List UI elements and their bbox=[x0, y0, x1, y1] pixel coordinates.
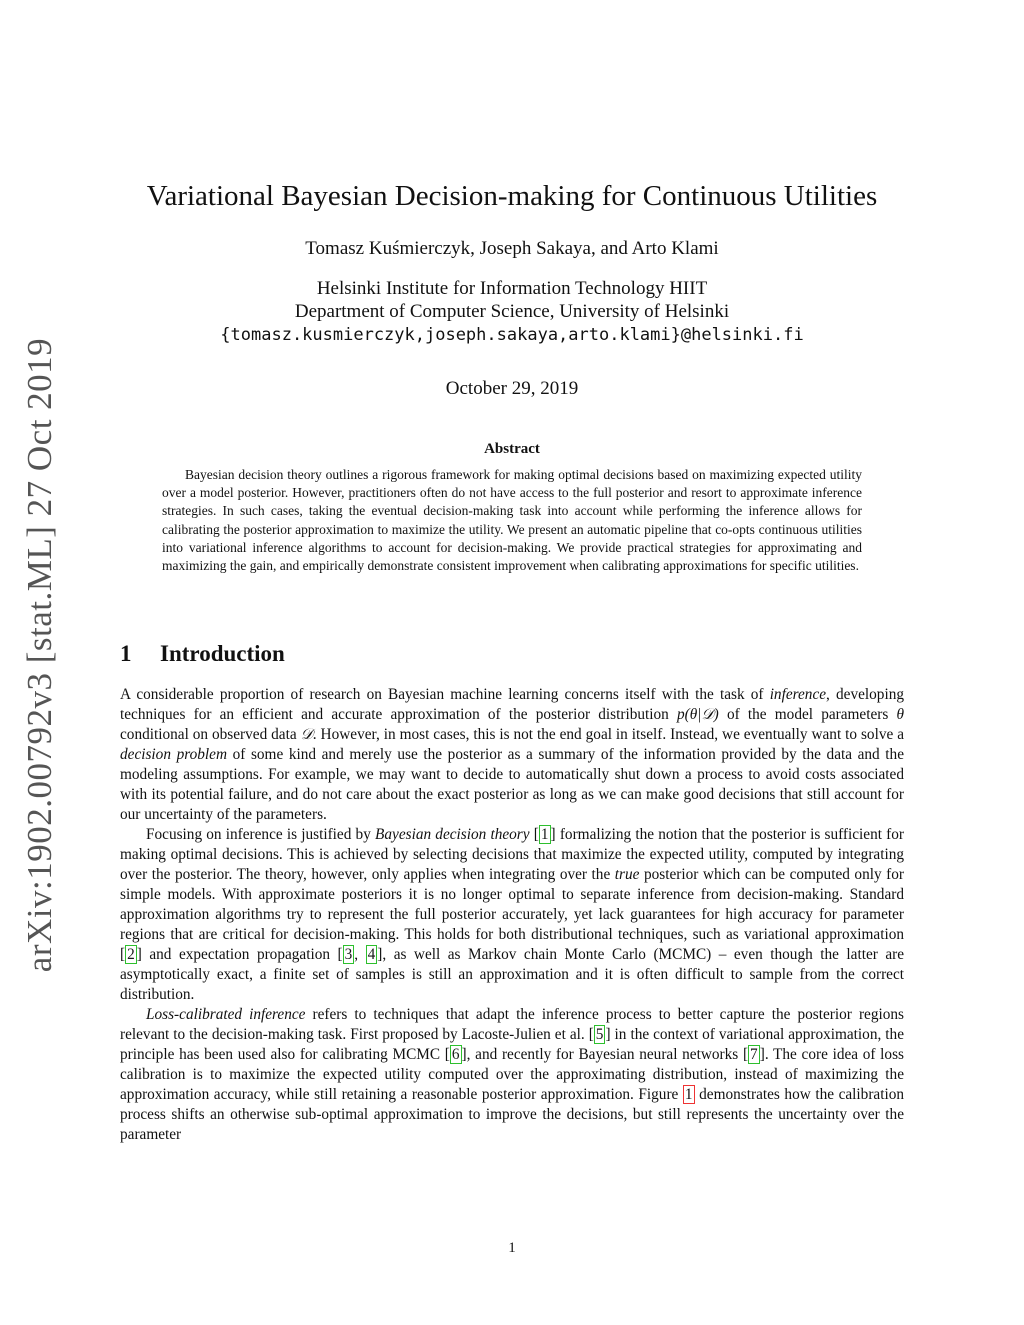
affiliation-institute: Helsinki Institute for Information Technology HIIT bbox=[316, 278, 708, 299]
paper-title: Variational Bayesian Decision-making for Continuous Utilities bbox=[146, 180, 878, 212]
math-expression: 𝒟 bbox=[300, 726, 313, 743]
text-run: of some kind and merely use the posterior as a summary of the information provided by the data and the modeling assumptions. For example, we may want to decide to automatically shut down a process to avoid costs associated with its potential failure, and do not care about the exact posterior as long as we can make good decisions that still account for our uncertainty of the parameters. bbox=[120, 746, 904, 823]
section-title: Introduction bbox=[160, 641, 285, 666]
arxiv-identifier bbox=[11, 337, 69, 973]
emphasis: true bbox=[614, 866, 640, 883]
text-run: , as well as Markov chain Monte Carlo (MCMC) – even though the latter are asymptotically exact, a finite set of samples is still an approximation and it is often difficult to sample from the correct distribution. bbox=[120, 946, 905, 1003]
citation-link[interactable]: 4 bbox=[367, 946, 376, 963]
citation-link[interactable]: 7 bbox=[750, 1046, 758, 1063]
section-heading bbox=[120, 641, 285, 667]
citation-link[interactable]: 5 bbox=[595, 1026, 604, 1043]
arxiv-identifier-text: arXiv:1902.00792v3 [stat.ML] 27 Oct 2019 bbox=[20, 337, 59, 973]
author-emails: {tomasz.kusmierczyk,joseph.sakaya,arto.klami}@helsinki.fi bbox=[220, 325, 804, 345]
paragraph-2: Focusing on inference is justified by Bayesian decision theory [ 1 ] formalizing the notion that the posterior is sufficient for making optimal decisions. This is achieved by selecting decisions that maximize the expected utility, computed by integrating over the posterior. The theory, however, only applies when integrating over the true posterior which can be computed only for simple models. With approximate posteriors it is no longer optimal to separate inference from decision-making. Standard approximation algorithms try to represent the full posterior accurately, yet lack guarantees for high accuracy for parameter regions that are critical for decision-making. This holds for both distributional techniques, such as variational approximation [ 2 ] and expectation propagation [ 3 , 4 ], as well as Markov chain Monte Carlo (MCMC) – even though the latter are asymptotically exact, a finite set of samples is still an approximation and it is often difficult to sample from the correct distribution. bbox=[120, 826, 905, 1003]
math-expression: p(θ|𝒟) bbox=[677, 706, 719, 723]
math-expression: θ bbox=[896, 706, 904, 723]
publication-date: October 29, 2019 bbox=[445, 378, 579, 399]
text-run: in the context of variational approximation, the principle has been used also for calibrating MCMC bbox=[120, 1026, 904, 1063]
text-run: Focusing on inference is justified by bbox=[146, 826, 376, 843]
emphasis: Bayesian decision theory bbox=[375, 826, 530, 843]
text-run: formalizing the notion that the posterior is sufficient for making optimal decisions. This is achieved by selecting decisions that maximize the expected utility, computed by integrating over the posterior. The theory, however, only applies when integrating over the bbox=[120, 826, 905, 883]
body-text bbox=[120, 685, 904, 1145]
text-run: . However, in most cases, this is not the end goal in itself. Instead, we eventually want to solve a bbox=[312, 726, 904, 743]
emphasis: decision problem bbox=[120, 746, 227, 763]
abstract-text: Bayesian decision theory outlines a rigorous framework for making optimal decisions based on maximizing expected utility over a model posterior. However, practitioners often do not have access to the full posterior and resort to approximate inference strategies. In such cases, taking the eventual decision-making task into account while performing the inference allows for calibrating the posterior approximation to maximize the utility. We present an automatic pipeline that co-opts continuous utilities into variational inference algorithms to account for decision-making. We provide practical strategies for approximating and maximizing the gain, and empirically demonstrate consistent improvement when calibrating approximations for specific utilities. bbox=[162, 467, 862, 574]
abstract-heading: Abstract bbox=[484, 441, 540, 457]
citation-link[interactable]: 2 bbox=[127, 946, 135, 963]
text-run: . The core idea of loss calibration is to maximize the expected utility computed over the approximating distribution, instead of maximizing the approximation accuracy, while still retaining a reasonable posterior approximation. Figure bbox=[120, 1046, 904, 1103]
citation-link[interactable]: 6 bbox=[451, 1046, 460, 1063]
emphasis: inference bbox=[769, 686, 827, 703]
citation-link[interactable]: 1 bbox=[540, 826, 549, 843]
text-run: demonstrates how the calibration process shifts an otherwise sub-optimal approximation to improve the decisions, but still represents the uncertainty over the parameter bbox=[120, 1086, 905, 1143]
affiliation-department: Department of Computer Science, University of Helsinki bbox=[294, 301, 730, 322]
text-run: , developing techniques for an efficient and accurate approximation of the posterior distribution bbox=[120, 686, 904, 723]
citation-link[interactable]: 3 bbox=[344, 946, 353, 963]
section-number: 1 bbox=[120, 641, 132, 666]
authors: Tomasz Kuśmierczyk, Joseph Sakaya, and Arto Klami bbox=[305, 238, 719, 259]
figure-reference-link[interactable]: 1 bbox=[684, 1086, 693, 1103]
paragraph-3: Loss-calibrated inference refers to techniques that adapt the inference process to better capture the posterior regions relevant to the decision-making task. First proposed by Lacoste-Julien et al. [ 5 ] in the context of variational approximation, the principle has been used also for calibrating MCMC [ 6 ], and recently for Bayesian neural networks [ 7 ]. The core idea of loss calibration is to maximize the expected utility computed over the approximating distribution, instead of maximizing the approximation accuracy, while still retaining a reasonable posterior approximation. Figure 1 demonstrates how the calibration process shifts an otherwise sub-optimal approximation to improve the decisions, but still represents the uncertainty over the parameter bbox=[120, 1006, 905, 1143]
page-number: 1 bbox=[508, 1240, 516, 1256]
text-run: , and recently for Bayesian neural networks bbox=[466, 1046, 743, 1063]
paragraph-1 bbox=[120, 685, 904, 825]
text-run: of the model parameters bbox=[718, 706, 897, 723]
text-run: posterior which can be computed only for simple models. With approximate posteriors it is no longer optimal to separate inference from decision-making. Standard approximation algorithms try to represent the full posterior accurately, yet lack guarantees for high accuracy for parameter regions that are critical for decision-making. This holds for both distributional techniques, such as variational approximation bbox=[120, 866, 905, 943]
emphasis: Loss-calibrated inference bbox=[146, 1006, 306, 1023]
text-run: A considerable proportion of research on Bayesian machine learning concerns itself with the task of bbox=[120, 686, 770, 703]
text-run: conditional on observed data bbox=[120, 726, 301, 743]
text-run: refers to techniques that adapt the inference process to better capture the posterior regions relevant to the decision-making task. First proposed by Lacoste-Julien et al. bbox=[120, 1006, 904, 1043]
text-run: and expectation propagation bbox=[141, 946, 338, 963]
